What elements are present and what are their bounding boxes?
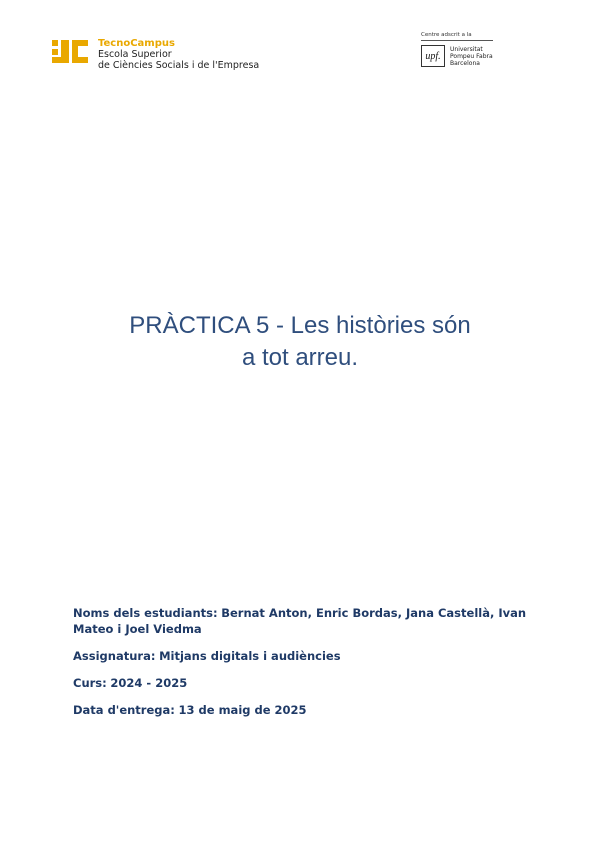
tecnocampus-school-line: Escola Superior bbox=[98, 49, 172, 60]
tecnocampus-text bbox=[98, 38, 259, 71]
tecnocampus-brand: TecnoCampus bbox=[98, 38, 175, 49]
students-value: Bernat Anton, Enric Bordas, Jana Castellà, Ivan Mateo i Joel Viedma bbox=[73, 606, 527, 636]
course-value: 2024 - 2025 bbox=[110, 676, 188, 690]
tecnocampus-faculty-line: de Ciències Socials i de l'Empresa bbox=[98, 60, 260, 71]
delivery-row bbox=[73, 702, 543, 718]
upf-name-line: Universitat bbox=[450, 45, 483, 53]
title-line-1: PRÀCTICA 5 - Les històries són bbox=[129, 312, 471, 339]
students-label: Noms dels estudiants: bbox=[73, 606, 218, 620]
tecnocampus-header bbox=[52, 38, 259, 71]
course-row bbox=[73, 675, 543, 691]
delivery-value: 13 de maig de 2025 bbox=[178, 703, 307, 717]
upf-affiliation bbox=[421, 32, 493, 67]
upf-name-line: Pompeu Fabra bbox=[450, 52, 493, 60]
title-line-2: a tot arreu. bbox=[241, 344, 359, 371]
document-details bbox=[73, 605, 543, 729]
tecnocampus-logo-icon bbox=[52, 40, 88, 64]
upf-name bbox=[450, 46, 493, 67]
subject-row bbox=[73, 648, 543, 664]
affiliation-label: Centre adscrit a la bbox=[421, 32, 493, 41]
course-label: Curs: bbox=[73, 676, 107, 690]
upf-name-line: Barcelona bbox=[450, 59, 480, 67]
document-title bbox=[0, 310, 600, 374]
upf-logo-icon: upf. bbox=[421, 45, 445, 67]
delivery-label: Data d'entrega: bbox=[73, 703, 175, 717]
students-row bbox=[73, 605, 543, 637]
subject-label: Assignatura: bbox=[73, 649, 156, 663]
subject-value: Mitjans digitals i audiències bbox=[159, 649, 341, 663]
